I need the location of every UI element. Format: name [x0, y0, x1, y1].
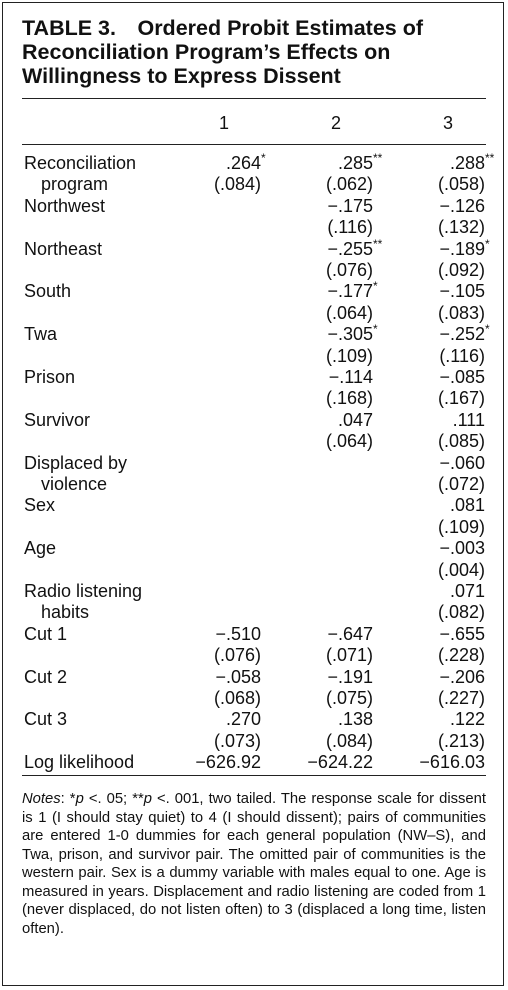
cell-value: .071: [449, 581, 485, 601]
value-cell-col-2: [326, 387, 373, 409]
cell-value: (.076): [325, 260, 373, 280]
cell-value: −.510: [215, 623, 261, 644]
table-row: [0, 687, 508, 709]
value-cell-col-1: [215, 623, 261, 645]
table-row: [0, 516, 508, 538]
value-cell-col-3: [438, 173, 485, 195]
value-cell-col-3: [419, 751, 485, 773]
value-cell-col-2: .285 **: [337, 151, 383, 173]
value-cell-col-3: [453, 409, 485, 431]
value-cell-col-2: [327, 623, 373, 645]
table-row: [0, 666, 508, 688]
value-cell-col-3: [438, 730, 485, 752]
value-cell-col-1: [214, 730, 261, 752]
cell-value: (.062): [325, 174, 373, 195]
column-header-3: 3: [442, 113, 453, 133]
table-title: TABLE 3. Ordered Probit Estimates of Reconciliation Program’s Effects on Willingness to Express Dissent: [22, 16, 424, 88]
table-row: [0, 494, 508, 516]
row-label: Radio listening: [24, 581, 143, 601]
cell-value: −.305: [327, 324, 373, 345]
value-cell-col-1: [226, 708, 261, 730]
cell-value: (.072): [437, 474, 485, 494]
cell-value: −.177: [327, 281, 373, 302]
value-cell-col-3: [438, 216, 485, 238]
sig1-symbol: *: [69, 791, 76, 807]
value-cell-col-1: [214, 173, 261, 195]
table-row: [0, 430, 508, 452]
value-cell-col-3: [439, 280, 485, 302]
cell-value: (.116): [439, 345, 485, 366]
cell-value: (.213): [437, 730, 485, 751]
value-cell-col-2: [326, 345, 373, 367]
sig1-text: <. 05;: [83, 791, 133, 807]
value-cell-col-2: [326, 687, 373, 709]
row-label: violence: [41, 474, 108, 494]
cell-value: .288: [449, 153, 485, 173]
table-row: [0, 173, 508, 195]
value-cell-col-3: [438, 687, 485, 709]
table-row: [0, 409, 508, 431]
cell-value: (.064): [325, 302, 373, 323]
row-label: habits: [41, 602, 90, 623]
value-cell-col-2: [327, 666, 373, 688]
sig2-symbol: **: [132, 791, 144, 807]
value-cell-col-2: [326, 173, 373, 195]
cell-value: (.083): [437, 302, 485, 323]
cell-value: (.004): [437, 559, 485, 580]
value-cell-col-1: .264 *: [225, 151, 266, 173]
row-label: Displaced by: [24, 452, 128, 473]
table-notes: Notes: *p <. 05; **p <. 001, two tailed. The response scale for dissent is 1 (I should stay quiet) to 4 (I should dissent); pairs of communities are entered 1-0 dummies for each general population (NW–S), and Twa, prison, and survivor pair. The omitted pair of communities is the western pair. Sex is a dummy variable with males equal to one. Age is measured in years. Displacement and radio listening are coded from 1 (never displaced, do not listen often) to 3 (displaced a long time, listen often).: [22, 791, 486, 937]
notes-label: Notes: [22, 791, 61, 807]
value-cell-col-3: [438, 516, 485, 538]
cell-value: .047: [337, 409, 373, 430]
cell-value: −.060: [439, 452, 485, 473]
table-row: [0, 238, 508, 260]
table-row: [0, 323, 508, 345]
cell-value: (.132): [437, 217, 485, 238]
p-letter-1: p: [75, 791, 84, 807]
value-cell-col-3: [438, 430, 485, 452]
row-label: Twa: [24, 324, 58, 345]
cell-value: −.191: [327, 666, 373, 687]
cell-value: .138: [337, 709, 373, 730]
value-cell-col-3: [439, 366, 485, 388]
cell-value: −616.03: [419, 752, 485, 773]
cell-value: (.084): [325, 730, 373, 751]
column-header-2: 2: [330, 113, 341, 133]
cell-value: −624.22: [307, 752, 373, 773]
row-label: Cut 3: [24, 709, 68, 730]
value-cell-col-2: [326, 730, 373, 752]
cell-value: .122: [449, 709, 485, 730]
table-row: [0, 601, 508, 623]
value-cell-col-3: [438, 601, 485, 623]
cell-value: −.252: [439, 324, 485, 345]
table-row: [0, 473, 508, 495]
cell-value: −.175: [327, 195, 373, 216]
table-row: [0, 708, 508, 730]
row-label: Survivor: [24, 409, 91, 430]
cell-value: (.064): [325, 431, 373, 452]
cell-value: −.003: [439, 538, 485, 559]
value-cell-col-2: −.305 *: [327, 322, 378, 345]
row-label: South: [24, 281, 72, 302]
table-row: [0, 452, 508, 474]
cell-value: −.126: [439, 195, 485, 216]
cell-value: −.114: [328, 367, 373, 387]
cell-value: (.075): [325, 688, 373, 708]
cell-value: (.227): [437, 688, 485, 708]
row-label: Northeast: [24, 238, 103, 259]
value-cell-col-3: [439, 537, 485, 559]
cell-value: .081: [449, 495, 485, 516]
table-row: [0, 366, 508, 388]
cell-value: (.082): [437, 602, 485, 623]
value-cell-col-3: [438, 387, 485, 409]
cell-value: (.092): [437, 260, 485, 280]
value-cell-col-3: [438, 473, 485, 495]
row-label: Log likelihood: [24, 752, 135, 773]
table-row: [0, 195, 508, 217]
value-cell-col-1: [214, 687, 261, 709]
cell-value: (.068): [213, 688, 261, 708]
value-cell-col-3: [439, 666, 485, 688]
cell-value: (.109): [437, 516, 485, 537]
cell-value: (.076): [213, 645, 261, 666]
value-cell-col-2: [326, 644, 373, 666]
cell-value: (.116): [327, 217, 373, 238]
cell-value: (.071): [325, 645, 373, 666]
table-row: [0, 751, 508, 773]
sig2-text: <. 001, two tailed. The response scale for dissent is 1 (I should stay quiet) to 4 (I should dissent); pairs of communities are entered 1-0 dummies for each general population (NW–S), and Twa, prison, and survivor pair. The omitted pair of communities is the western pair. Sex is a dummy variable with males equal to one. Age is measured in years. Displacement and radio listening are coded from 1 (never displaced, do not listen often) to 3 (displaced a long time, listen often).: [22, 791, 486, 937]
cell-value: (.073): [213, 730, 261, 751]
cell-value: (.084): [213, 174, 261, 195]
cell-value: (.168): [325, 388, 373, 409]
row-label: Cut 1: [24, 623, 68, 644]
row-label: program: [41, 174, 109, 195]
value-cell-col-2: −.255 **: [327, 236, 383, 259]
cell-value: (.058): [437, 174, 485, 195]
value-cell-col-3: [438, 644, 485, 666]
value-cell-col-3: [450, 494, 485, 516]
value-cell-col-3: [439, 452, 485, 474]
column-header-1: 1: [218, 113, 229, 133]
value-cell-col-3: [438, 559, 485, 581]
value-cell-col-3: [438, 259, 485, 281]
value-cell-col-1: [195, 751, 261, 773]
table-row: [0, 302, 508, 324]
table-row: [0, 152, 508, 174]
table-row: [0, 644, 508, 666]
table-row: [0, 580, 508, 602]
bottom-rule: [22, 775, 486, 776]
value-cell-col-3: −.189 *: [439, 236, 490, 259]
value-cell-col-2: [307, 751, 373, 773]
cell-value: −.105: [439, 281, 485, 302]
header-rule: [22, 144, 486, 145]
value-cell-col-3: .288 **: [449, 151, 495, 173]
value-cell-col-2: [338, 409, 373, 431]
table-row: [0, 345, 508, 367]
cell-value: .285: [337, 153, 373, 173]
value-cell-col-3: [439, 345, 485, 367]
value-cell-col-3: [450, 580, 485, 602]
value-cell-col-2: [327, 216, 373, 238]
row-label: Cut 2: [24, 666, 68, 687]
table-row: [0, 259, 508, 281]
value-cell-col-2: [326, 302, 373, 324]
cell-value: (.085): [437, 431, 485, 452]
value-cell-col-2: [327, 195, 373, 217]
value-cell-col-1: [214, 644, 261, 666]
cell-value: (.167): [437, 388, 485, 409]
cell-value: (.109): [325, 345, 373, 366]
table-row: [0, 537, 508, 559]
cell-value: .270: [225, 709, 261, 730]
cell-value: .264: [225, 153, 261, 173]
cell-value: (.228): [437, 645, 485, 666]
cell-value: −.206: [439, 666, 485, 687]
value-cell-col-3: −.252 *: [439, 322, 490, 345]
cell-value: −.058: [215, 666, 261, 687]
value-cell-col-3: [439, 195, 485, 217]
value-cell-col-2: [326, 259, 373, 281]
value-cell-col-3: [438, 302, 485, 324]
row-label: Northwest: [24, 195, 106, 216]
value-cell-col-2: [338, 708, 373, 730]
row-label: Prison: [24, 367, 76, 387]
value-cell-col-1: [215, 666, 261, 688]
cell-value: −.085: [439, 367, 485, 387]
table-row: [0, 216, 508, 238]
value-cell-col-2: [329, 366, 373, 388]
cell-value: −.655: [439, 623, 485, 644]
cell-value: −.189: [439, 238, 485, 259]
table-row: [0, 623, 508, 645]
cell-value: −.647: [327, 623, 373, 644]
cell-value: −626.92: [195, 752, 261, 773]
row-label: Sex: [24, 495, 56, 516]
cell-value: −.255: [327, 238, 373, 259]
row-label: Reconciliation: [24, 153, 137, 173]
table-row: [0, 280, 508, 302]
cell-value: .111: [452, 409, 485, 430]
table-row: [0, 387, 508, 409]
table-row: [0, 730, 508, 752]
title-rule: [22, 98, 486, 99]
p-letter-2: p: [143, 791, 152, 807]
value-cell-col-3: [450, 708, 485, 730]
value-cell-col-3: [439, 623, 485, 645]
row-label: Age: [24, 538, 57, 559]
value-cell-col-2: [326, 430, 373, 452]
table-row: [0, 559, 508, 581]
value-cell-col-2: −.177 *: [327, 279, 378, 302]
